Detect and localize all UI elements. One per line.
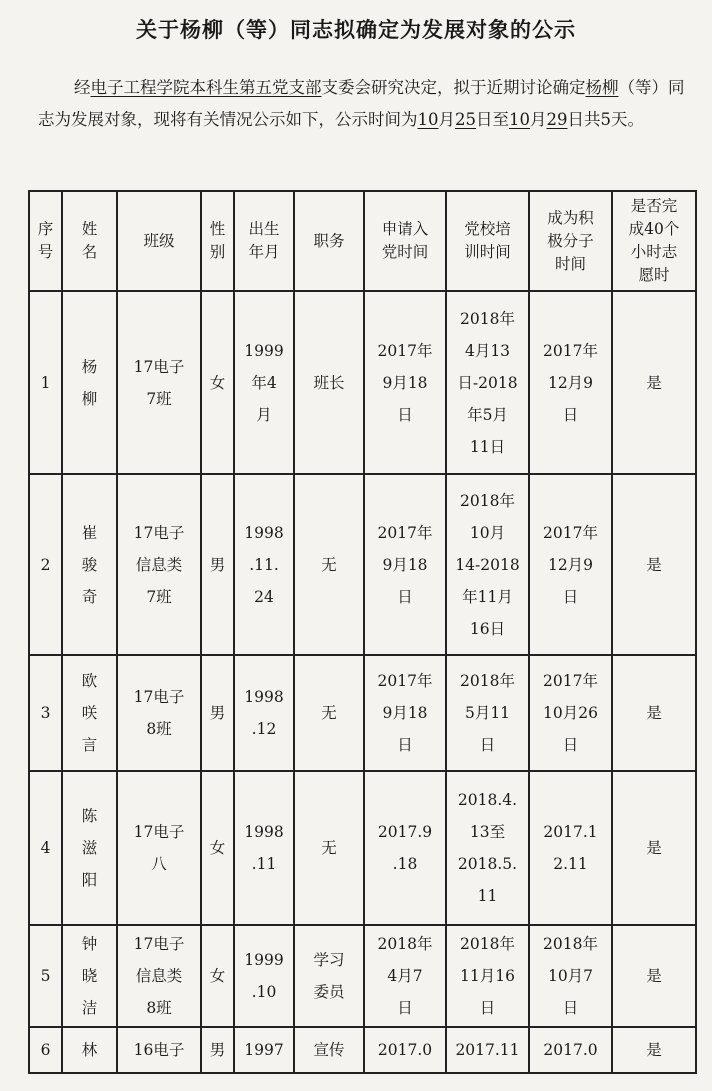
table-cell: 6 <box>29 1027 62 1073</box>
table-cell: 2017.11 <box>446 1027 529 1073</box>
table-cell: 17电子 八 <box>117 771 201 925</box>
table-cell: 是 <box>612 291 696 474</box>
header-cell: 申请入 党时间 <box>364 191 446 291</box>
table-cell: 崔 骏 奇 <box>62 474 117 655</box>
table-row <box>29 925 696 1027</box>
table-cell: 5 <box>29 925 62 1027</box>
table-cell: 宣传 <box>294 1027 364 1073</box>
table-cell: 钟 晓 洁 <box>62 925 117 1027</box>
intro-text: 日至 <box>476 110 509 129</box>
header-cell: 出生 年月 <box>234 191 294 291</box>
table-cell: 是 <box>612 1027 696 1073</box>
table-cell: 2017年 9月18 日 <box>364 655 446 771</box>
table-cell: 16电子 <box>117 1027 201 1073</box>
table-cell: 17电子 8班 <box>117 655 201 771</box>
intro-text: （等）同志为发展对象，现将有关情况公示如下，公示时间为 <box>38 78 685 129</box>
intro-text: 日共5天。 <box>567 110 644 129</box>
table-cell: 班长 <box>294 291 364 474</box>
table-cell: 男 <box>201 474 234 655</box>
table-cell: 17电子 信息类 8班 <box>117 925 201 1027</box>
table-cell: 2017.1 2.11 <box>529 771 612 925</box>
table-cell: 2017.9 .18 <box>364 771 446 925</box>
table-cell: 杨 柳 <box>62 291 117 474</box>
table-cell: 1999 .10 <box>234 925 294 1027</box>
table-cell: 欧 咲 言 <box>62 655 117 771</box>
table-cell: 学习 委员 <box>294 925 364 1027</box>
table-cell: 1997 <box>234 1027 294 1073</box>
table-cell: 2017年 9月18 日 <box>364 474 446 655</box>
table-cell: 1998 .12 <box>234 655 294 771</box>
candidate-names: 杨柳 <box>585 78 619 97</box>
table-cell: 2017年 12月9 日 <box>529 474 612 655</box>
table-cell: 1999 年4 月 <box>234 291 294 474</box>
table-cell: 男 <box>201 655 234 771</box>
table-cell: 是 <box>612 925 696 1027</box>
table-cell: 女 <box>201 291 234 474</box>
page-title: 关于杨柳（等）同志拟确定为发展对象的公示 <box>136 17 576 42</box>
header-cell: 序 号 <box>29 191 62 291</box>
table-row <box>29 771 696 925</box>
start-day: 25 <box>455 110 476 129</box>
table-cell: 2018年 11月16 日 <box>446 925 529 1027</box>
table-cell: 2 <box>29 474 62 655</box>
table-cell: 无 <box>294 474 364 655</box>
table-cell: 2017.0 <box>364 1027 446 1073</box>
table-row <box>29 655 696 771</box>
intro-text: 月 <box>438 110 455 129</box>
table-cell: 是 <box>612 771 696 925</box>
table-row <box>29 291 696 474</box>
table-cell: 1998 .11. 24 <box>234 474 294 655</box>
table-cell: 2018.4. 13至 2018.5. 11 <box>446 771 529 925</box>
header-cell: 班级 <box>117 191 201 291</box>
table-cell: 女 <box>201 925 234 1027</box>
header-cell: 职务 <box>294 191 364 291</box>
table-cell: 林 <box>62 1027 117 1073</box>
table-cell: 3 <box>29 655 62 771</box>
table-cell: 无 <box>294 771 364 925</box>
intro-text: 经 <box>74 78 91 97</box>
header-cell: 性 别 <box>201 191 234 291</box>
header-cell: 成为积 极分子 时间 <box>529 191 612 291</box>
table-row <box>29 1027 696 1073</box>
table-cell: 17电子 信息类 7班 <box>117 474 201 655</box>
intro-text: 支委会研究决定，拟于近期讨论确定 <box>321 78 586 97</box>
intro-paragraph <box>38 72 698 136</box>
table-cell: 男 <box>201 1027 234 1073</box>
end-month: 10 <box>509 110 530 129</box>
table-cell: 2018年 4月7 日 <box>364 925 446 1027</box>
branch-name: 电子工程学院本科生第五党支部 <box>90 78 322 97</box>
table-cell: 1 <box>29 291 62 474</box>
table-cell: 2018年 10月7 日 <box>529 925 612 1027</box>
table-cell: 女 <box>201 771 234 925</box>
table-cell: 是 <box>612 655 696 771</box>
header-cell: 党校培 训时间 <box>446 191 529 291</box>
table-row <box>29 474 696 655</box>
table-cell: 1998 .11 <box>234 771 294 925</box>
table-cell: 陈 滋 阳 <box>62 771 117 925</box>
table-cell: 无 <box>294 655 364 771</box>
table-cell: 2017年 12月9 日 <box>529 291 612 474</box>
table-cell: 17电子 7班 <box>117 291 201 474</box>
table-cell: 2017年 9月18 日 <box>364 291 446 474</box>
table-cell: 是 <box>612 474 696 655</box>
table-cell: 4 <box>29 771 62 925</box>
table-cell: 2018年 10月 14-2018 年11月 16日 <box>446 474 529 655</box>
table-cell: 2018年 4月13 日-2018 年5月 11日 <box>446 291 529 474</box>
start-month: 10 <box>417 110 439 129</box>
end-day: 29 <box>546 110 568 129</box>
table-cell: 2018年 5月11 日 <box>446 655 529 771</box>
table-header-row <box>29 191 696 291</box>
candidates-table <box>28 190 697 1074</box>
header-cell: 姓 名 <box>62 191 117 291</box>
header-cell: 是否完 成40个 小时志 愿时 <box>612 191 696 291</box>
table-cell: 2017.0 <box>529 1027 612 1073</box>
intro-text: 月 <box>530 110 547 129</box>
table-cell: 2017年 10月26 日 <box>529 655 612 771</box>
